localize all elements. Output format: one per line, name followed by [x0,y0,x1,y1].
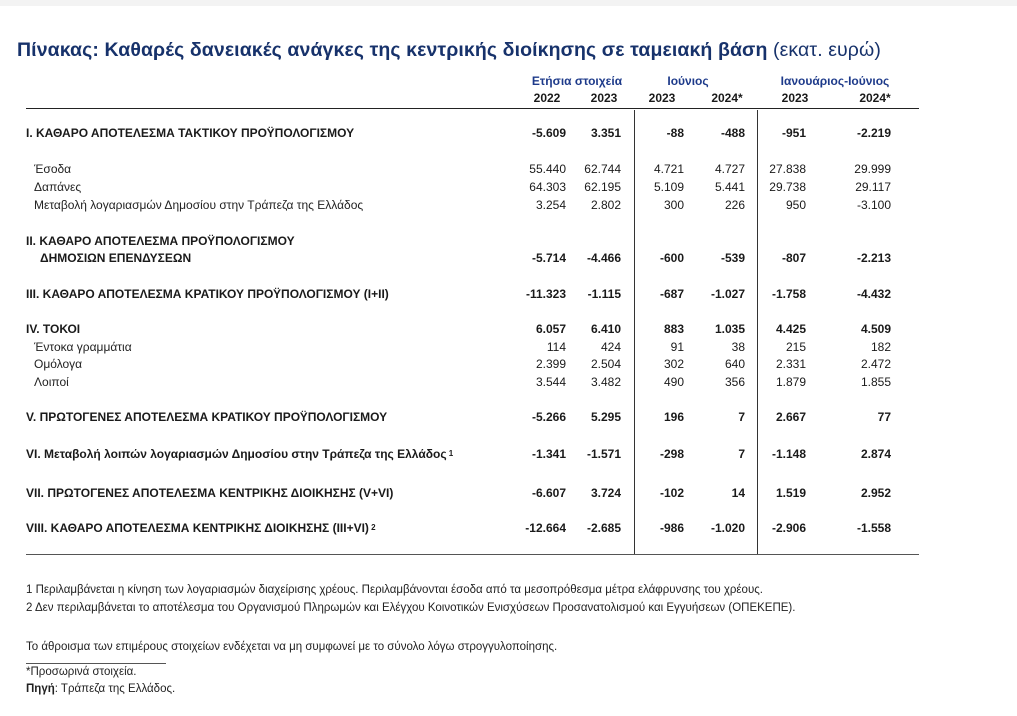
table-cell: 114 [546,340,566,354]
table-cell: -1.115 [587,287,621,301]
table-cell: -539 [720,251,745,265]
footnote-marker: 1 [446,449,454,458]
table-cell: 2.874 [860,447,891,461]
table-cell: 1.519 [775,486,806,500]
table-cell: -2.219 [856,126,891,140]
top-strip [0,0,1017,6]
table-cell: -5.266 [531,410,566,424]
row-label-text: Μεταβολή λογαριασμών Δημοσίου στην Τράπεζα της Ελλάδος [34,198,364,212]
table-cell: -5.609 [531,126,566,140]
row-label [34,357,82,371]
table-cell: 2.667 [775,410,806,424]
row-label [26,126,354,140]
table-cell: 215 [785,340,806,354]
table-cell: 29.738 [769,180,806,194]
table-cell: 1.035 [714,322,745,336]
table-cell: 62.195 [584,180,621,194]
table-cell: 2.472 [860,357,891,371]
table-cell: 91 [670,340,684,354]
table-cell: 3.351 [590,126,621,140]
table-cell: -687 [659,287,684,301]
table-cell: 300 [663,198,684,212]
row-label-text: Ομόλογα [34,357,83,371]
table-cell: 1.879 [775,375,806,389]
row-label-text: V. ΠΡΩΤΟΓΕΝΕΣ ΑΠΟΤΕΛΕΣΜΑ ΚΡΑΤΙΚΟΥ ΠΡΟΫΠΟΛΟΓΙΣΜΟΥ [26,410,388,424]
table-cell: 2.802 [590,198,621,212]
table-cell: 14 [731,486,745,500]
header-year: 2024* [859,91,891,105]
table-cell: 27.838 [769,162,806,176]
table-cell: 62.744 [584,162,621,176]
table-cell: -4.466 [586,251,621,265]
table-cell: 196 [663,410,684,424]
header-group-jan-june: Ιανουάριος-Ιούνιος [780,74,890,88]
table-cell: -807 [781,251,806,265]
table-cell: -11.323 [525,287,566,301]
table-cell: -1.020 [710,521,745,535]
header-year: 2022 [533,91,561,105]
table-cell: 64.303 [529,180,566,194]
table-cell: -2.213 [856,251,891,265]
row-label-text: Λοιποί [34,375,69,389]
header-group-june: Ιούνιος [667,74,709,88]
table-cell: 4.721 [653,162,684,176]
row-label [34,162,71,176]
table-cell: 302 [663,357,684,371]
table-cell: -951 [781,126,806,140]
footnote-2: 2 Δεν περιλαμβάνεται το αποτέλεσμα του Οργανισμού Πληρωμών και Ελέγχου Κοινοτικών Ενισχύσεων Προσανατολισμού και Εγγυήσεων (ΟΠΕΚΕΠΕ). [26,602,796,614]
row-label-continuation: ΔΗΜΟΣΙΩΝ ΕΠΕΝΔΥΣΕΩΝ [40,251,192,265]
footnote-marker: 2 [368,523,376,532]
table-cell: -6.607 [531,486,566,500]
table-cell: -4.432 [856,287,891,301]
row-label-text: II. ΚΑΘΑΡΟ ΑΠΟΤΕΛΕΣΜΑ ΠΡΟΫΠΟΛΟΓΙΣΜΟΥ [26,234,295,248]
table-cell: -1.758 [771,287,806,301]
row-label [34,198,363,212]
table-cell: 950 [785,198,806,212]
header-group-annual: Ετήσια στοιχεία [531,74,623,88]
row-label [34,375,69,389]
row-label [26,322,80,336]
table-cell: 3.482 [590,375,621,389]
table-cell: 424 [600,340,621,354]
table-cell: -1.341 [531,447,566,461]
table-cell: -102 [659,486,684,500]
table-cell: 490 [663,375,684,389]
table-cell: 5.295 [590,410,621,424]
footnote-1: 1 Περιλαμβάνεται η κίνηση των λογαριασμών διαχείρισης χρέους. Περιλαμβάνονται έσοδα από τα μεσοπρόθεσμα μέτρα ελάφρυνσης του χρέους. [26,584,763,596]
table-cell: 4.727 [714,162,745,176]
row-label-text: IV. ΤΟΚΟΙ [26,322,81,336]
title-unit: (εκατ. ευρώ) [773,39,881,61]
row-label-text: Έντοκα γραμμάτια [34,340,132,354]
table-bottom-rule [26,554,919,555]
table-cell: -488 [720,126,745,140]
table-cell: 7 [738,410,745,424]
table-cell: -5.714 [531,251,566,265]
row-label [26,287,389,301]
table-cell: 2.952 [860,486,891,500]
table-cell: 29.117 [855,180,891,194]
row-label-text: Έσοδα [34,162,72,176]
table-cell: -298 [659,447,684,461]
table-cell: 883 [663,322,684,336]
header-year: 2023 [781,91,809,105]
table-cell: -12.664 [525,521,566,535]
row-label-text: VI. Μεταβολή λοιπών λογαριασμών Δημοσίου στην Τράπεζα της Ελλάδος [26,447,447,461]
table-cell: 4.509 [860,322,891,336]
table-cell: 356 [724,375,745,389]
row-label [26,447,453,461]
source-text: : Τράπεζα της Ελλάδος. [54,683,176,695]
table-cell: -1.558 [856,521,891,535]
rounding-note: Το άθροισμα των επιμέρους στοιχείων ενδέχεται να μη συμφωνεί με το σύνολο λόγω στρογγυλοποίησης. [26,641,558,653]
table-cell: 7 [738,447,745,461]
table-cell: 2.331 [775,357,806,371]
row-label [26,410,387,424]
table-cell: 226 [724,198,745,212]
table-cell: -1.148 [771,447,806,461]
table-cell: -88 [666,126,684,140]
provisional-note: *Προσωρινά στοιχεία. [26,666,137,678]
row-label-text: III. ΚΑΘΑΡΟ ΑΠΟΤΕΛΕΣΜΑ ΚΡΑΤΙΚΟΥ ΠΡΟΫΠΟΛΟΓΙΣΜΟΥ (I+II) [26,287,389,301]
table-cell: 5.109 [653,180,684,194]
table-cell: 1.855 [860,375,891,389]
table-cell: 77 [877,410,891,424]
footnote-divider [26,663,166,664]
row-label [26,234,295,248]
row-label-text: VII. ΠΡΩΤΟΓΕΝΕΣ ΑΠΟΤΕΛΕΣΜΑ ΚΕΝΤΡΙΚΗΣ ΔΙΟΙΚΗΣΗΣ (V+VI) [26,486,394,500]
table-cell: 3.724 [590,486,621,500]
header-year: 2024* [711,91,743,105]
header-rule [26,108,919,109]
table-cell: 38 [731,340,745,354]
source-label: Πηγή [26,683,55,695]
header-year: 2023 [648,91,676,105]
table-cell: 3.544 [535,375,566,389]
table-cell: 6.410 [590,322,621,336]
row-label-text: Δαπάνες [34,180,82,194]
table-cell: 6.057 [535,322,566,336]
row-label-text: I. ΚΑΘΑΡΟ ΑΠΟΤΕΛΕΣΜΑ ΤΑΚΤΙΚΟΥ ΠΡΟΫΠΟΛΟΓΙΣΜΟΥ [26,126,355,140]
table-cell: 3.254 [535,198,566,212]
table-cell: 5.441 [714,180,745,194]
table-cell: 640 [724,357,745,371]
row-label-text: VIII. ΚΑΘΑΡΟ ΑΠΟΤΕΛΕΣΜΑ ΚΕΝΤΡΙΚΗΣ ΔΙΟΙΚΗΣΗΣ (III+VI) [26,521,369,535]
table-cell: -600 [659,251,684,265]
table-cell: 2.399 [535,357,566,371]
table-cell: 55.440 [529,162,566,176]
title-main: Πίνακας: Καθαρές δανειακές ανάγκες της κεντρικής διοίκησης σε ταμειακή βάση [17,39,768,61]
page-title [17,39,881,62]
table-cell: -986 [659,521,684,535]
table-cell: 4.425 [775,322,806,336]
table-cell: -2.906 [771,521,806,535]
table-cell: -1.571 [586,447,621,461]
table-cell: -1.027 [710,287,745,301]
table-cell: -2.685 [586,521,621,535]
table-cell: 2.504 [590,357,621,371]
table-cell: 182 [870,340,891,354]
row-label [26,521,376,535]
table-cell: 29.999 [854,162,891,176]
header-year: 2023 [590,91,618,105]
row-label [26,486,393,500]
row-label [34,340,132,354]
row-label [34,180,81,194]
table-cell: -3.100 [856,198,891,212]
source-note [26,683,175,695]
